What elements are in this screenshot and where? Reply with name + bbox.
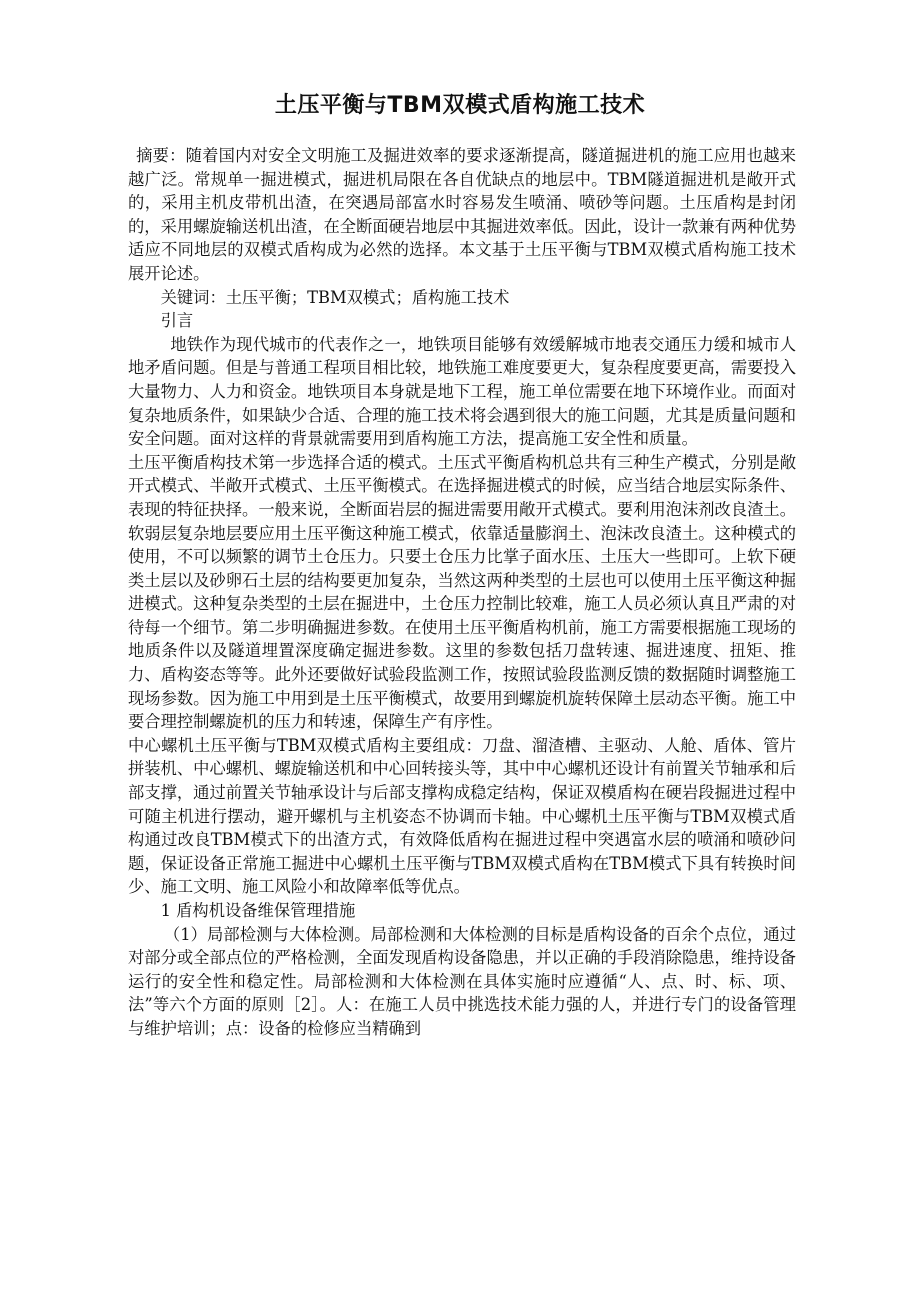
abstract-paragraph: 摘要：随着国内对安全文明施工及掘进效率的要求逐渐提高，隧道掘进机的施工应用也越来越广泛。常规单一掘进模式，掘进机局限在各自优缺点的地层中。TBM隧道掘进机是敞开式的，采用主机皮带机出渣，在突遇局部富水时容易发生喷涌、喷砂等问题。土压盾构是封闭的，采用螺旋输送机出渣，在全断面硬岩地层中其掘进效率低。因此，设计一款兼有两种优势适应不同地层的双模式盾构成为必然的选择。本文基于土压平衡与TBM双模式盾构施工技术展开论述。: [128, 146, 796, 283]
section-heading: 1 盾构机设备维保管理措施: [160, 901, 356, 920]
body-paragraph: 中心螺机土压平衡与TBM双模式盾构主要组成：刀盘、溜渣槽、主驱动、人舱、盾体、管片拼装机、中心螺机、螺旋输送机和中心回转接头等，其中中心螺机还设计有前置关节轴承和后部支撑，通过前置关节轴承设计与后部支撑构成稳定结构，保证双模盾构在硬岩段掘进过程中可随主机进行摆动，避开螺机与主机姿态不协调而卡轴。中心螺机土压平衡与TBM双模式盾构通过改良TBM模式下的出渣方式，有效降低盾构在掘进过程中突遇富水层的喷涌和喷砂问题，保证设备正常施工掘进中心螺机土压平衡与TBM双模式盾构在TBM模式下具有转换时间少、施工文明、施工风险小和故障率低等优点。: [128, 735, 796, 897]
body-paragraph: 土压平衡盾构技术第一步选择合适的模式。土压式平衡盾构机总共有三种生产模式，分别是敞开式模式、半敞开式模式、土压平衡模式。在选择掘进模式的时候，应当结合地层实际条件、表现的特征抉择。一般来说，全断面岩层的掘进需要用敞开式模式。要利用泡沫剂改良渣土。软弱层复杂地层要应用土压平衡这种施工模式，依靠适量膨润土、泡沫改良渣土。这种模式的使用，不可以频繁的调节土仓压力。只要土仓压力比掌子面水压、土压大一些即可。上软下硬类土层以及砂卵石土层的结构要更加复杂，当然这两种类型的土层也可以使用土压平衡这种掘进模式。这种复杂类型的土层在掘进中，土仓压力控制比较难，施工人员必须认真且严肃的对待每一个细节。第二步明确掘进参数。在使用土压平衡盾构机前，施工方需要根据施工现场的地质条件以及隧道埋置深度确定掘进参数。这里的参数包括刀盘转速、掘进速度、扭矩、推力、盾构姿态等等。此外还要做好试验段监测工作，按照试验段监测反馈的数据随时调整施工现场参数。因为施工中用到是土压平衡模式，故要用到螺旋机旋转保障土层动态平衡。施工中要合理控制螺旋机的压力和转速，保障生产有序性。: [128, 452, 796, 732]
document-body: [128, 144, 796, 1041]
keywords-line: 关键词：土压平衡；TBM双模式；盾构施工技术: [160, 287, 510, 307]
section-paragraph: （1）局部检测与大体检测。局部检测和大体检测的目标是盾构设备的百余个点位，通过对部分或全部点位的严格检测，全面发现盾构设备隐患，并以正确的手段消除隐患，维持设备运行的安全性和稳定性。局部检测和大体检测在具体实施时应遵循“人、点、时、标、项、法”等六个方面的原则［2］。人：在施工人员中挑选技术能力强的人，并进行专门的设备管理与维护培训；点：设备的检修应当精确到: [128, 924, 796, 1038]
document-title: 土压平衡与TBM双模式盾构施工技术: [274, 93, 646, 118]
intro-heading: 引言: [160, 311, 194, 331]
body-paragraph: 地铁作为现代城市的代表作之一，地铁项目能够有效缓解城市地表交通压力缓和城市人地矛盾问题。但是与普通工程项目相比较，地铁施工难度要更大，复杂程度要更高，需要投入大量物力、人力和资金。地铁项目本身就是地下工程，施工单位需要在地下环境作业。而面对复杂地质条件，如果缺少合适、合理的施工技术将会遇到很大的施工问题，尤其是质量问题和安全问题。面对这样的背景就需要用到盾构施工方法，提高施工安全性和质量。: [128, 334, 796, 449]
